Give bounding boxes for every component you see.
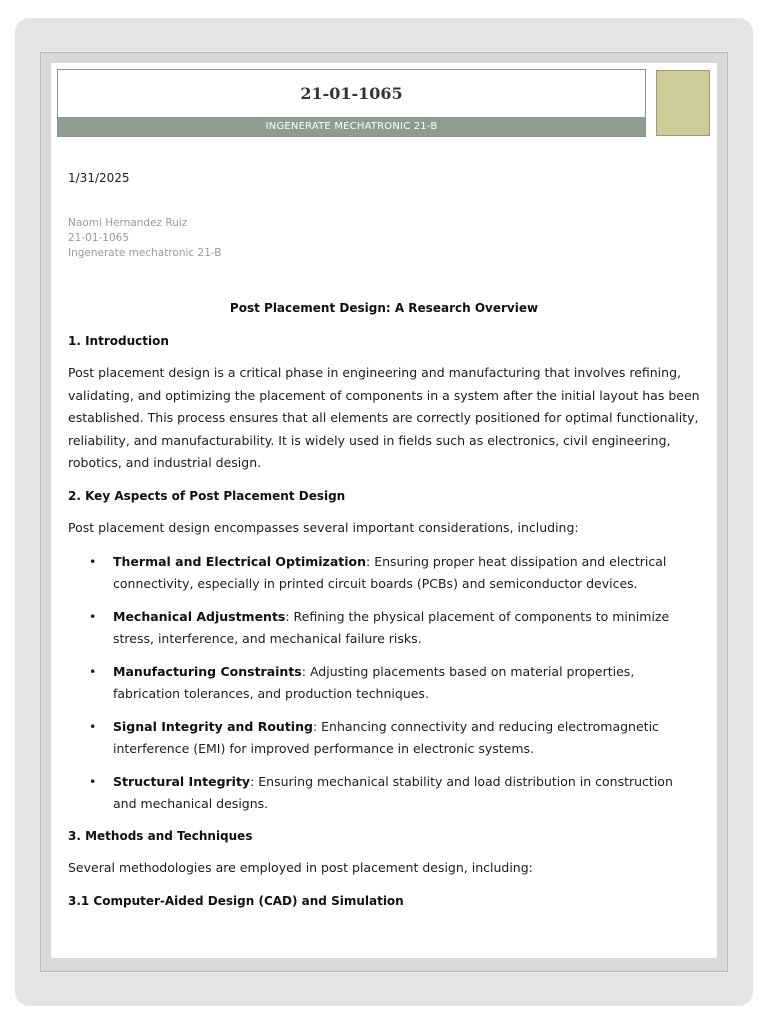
author-id: 21-01-1065	[68, 232, 130, 244]
list-item-description: : Refining the physical placement of components to minimize stress, interference, and mechanical failure risks.	[113, 609, 670, 646]
document-body	[68, 332, 700, 922]
paragraph: Post placement design encompasses several important considerations, including:	[68, 519, 579, 535]
author-name: Naomi Hernandez Ruiz	[68, 217, 188, 229]
header-accent-square	[656, 70, 710, 136]
list-item	[89, 606, 700, 650]
paragraph: Post placement design is a critical phase in engineering and manufacturing that involves refining, validating, and optimizing the placement of components in a system after the initial layout has been established. This process ensures that all elements are correctly positioned for optimal functionality, reliability, and manufacturability. It is widely used in fields such as electronics, civil engineering, robotics, and industrial design.	[68, 365, 700, 470]
list-item-term: Structural Integrity	[113, 774, 251, 789]
subsection-heading: 3.1 Computer-Aided Design (CAD) and Simulation	[68, 893, 404, 908]
list-item-description: : Ensuring proper heat dissipation and electrical connectivity, especially in printed circuit boards (PCBs) and semiconductor devices.	[113, 554, 667, 591]
list-item	[89, 551, 700, 595]
header-id-title: 21-01-1065	[300, 84, 403, 103]
document-page	[51, 63, 717, 958]
section-heading: 1. Introduction	[68, 334, 169, 348]
section-heading: 3. Methods and Techniques	[68, 829, 253, 843]
list-item-term: Signal Integrity and Routing	[113, 719, 313, 734]
bullet-icon: •	[89, 664, 97, 679]
author-group: Ingenerate mechatronic 21-B	[68, 247, 222, 259]
list-item-term: Thermal and Electrical Optimization	[113, 554, 367, 569]
paragraph: Several methodologies are employed in post placement design, including:	[68, 860, 533, 875]
list-item-description: : Enhancing connectivity and reducing electromagnetic interference (EMI) for improved performance in electronic systems.	[113, 719, 659, 756]
list-item-description: : Adjusting placements based on material properties, fabrication tolerances, and production techniques.	[113, 664, 635, 701]
header-band: INGENERATE MECHATRONIC 21-B	[58, 117, 645, 136]
list-item	[89, 771, 700, 815]
aspects-list	[68, 551, 700, 815]
list-item	[89, 661, 700, 705]
list-item-term: Mechanical Adjustments	[113, 609, 286, 624]
document-title: Post Placement Design: A Research Overview	[229, 301, 539, 315]
section-heading: 2. Key Aspects of Post Placement Design	[68, 488, 346, 503]
bullet-icon: •	[89, 609, 97, 624]
list-item	[89, 716, 700, 760]
document-date: 1/31/2025	[68, 171, 130, 185]
bullet-icon: •	[89, 719, 97, 734]
list-item-term: Manufacturing Constraints	[113, 664, 302, 679]
bullet-icon: •	[89, 554, 97, 569]
author-block	[68, 216, 222, 261]
bullet-icon: •	[89, 774, 97, 789]
list-item-description: : Ensuring mechanical stability and load distribution in construction and mechanical designs.	[113, 774, 673, 811]
document-header	[57, 69, 646, 137]
